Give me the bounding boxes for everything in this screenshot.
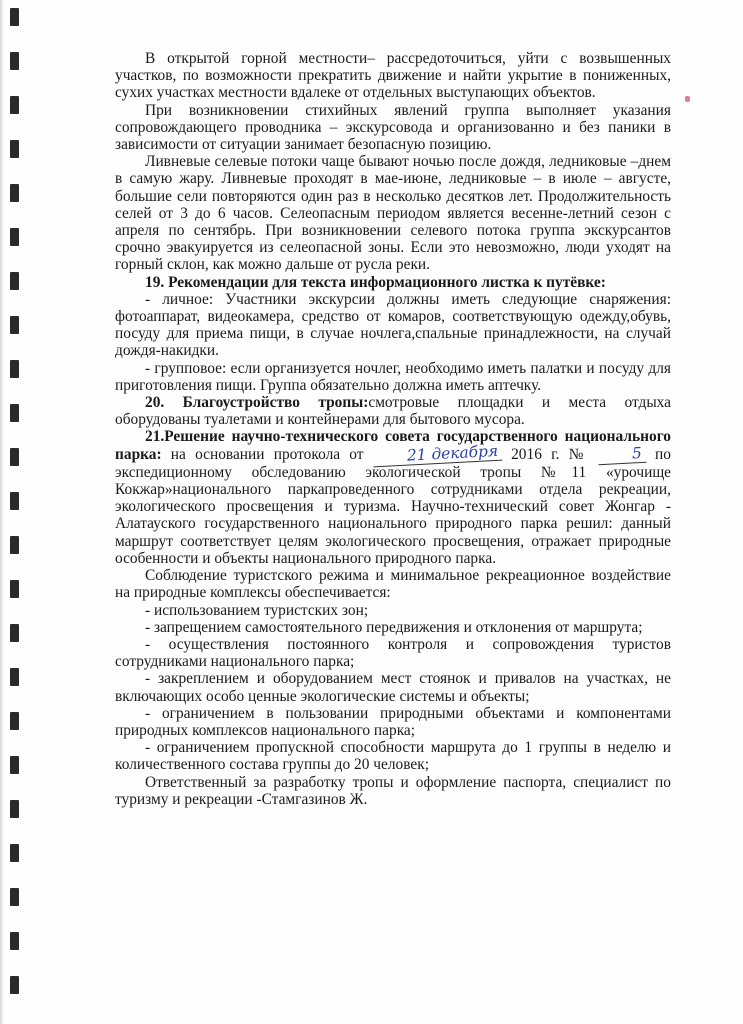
paragraph-text: 2016 г. № <box>511 445 589 463</box>
binding-hole <box>10 360 19 378</box>
binding-hole <box>10 844 19 862</box>
binding-hole <box>10 492 19 510</box>
handwritten-date: 21 декабря <box>372 442 502 467</box>
section-heading: 20. Благоустройство тропы: <box>145 394 369 412</box>
binding-hole <box>10 316 19 334</box>
section-heading: 19. Рекомендации для текста информационного листка к путёвке: <box>145 273 606 291</box>
binding-hole <box>10 536 19 554</box>
binding-hole <box>10 96 19 114</box>
paragraph: Ответственный за разработку тропы и оформление паспорта, специалист по туризму и рекреации -Стамгазинов Ж. <box>115 773 671 808</box>
binding-hole <box>10 668 19 686</box>
paragraph-text: смотровые площадки и места отдыха оборудованы туалетами и контейнерами для бытового мусора. <box>115 394 672 429</box>
binding-hole <box>10 448 19 466</box>
binding-hole <box>10 8 19 26</box>
paragraph: - групповое: если организуется ночлег, необходимо иметь палатки и посуду для приготовления пищи. Группа обязательно должна иметь аптечку. <box>115 359 671 394</box>
spiral-binding <box>6 0 30 1024</box>
binding-hole <box>10 228 19 246</box>
paragraph: - личное: Участники экскурсии должны иметь следующие снаряжения: фотоаппарат, видеокамера, средство от комаров, соответствующую одежду,обувь, посуду для приема пищи, в случае ночлега,спальные принадлежности, на случай дождя-накидки. <box>115 290 671 360</box>
list-item: - ограничением пропускной способности маршрута до 1 группы в неделю и количественного состава группы до 20 человек; <box>115 739 671 774</box>
paragraph: При возникновении стихийных явлений группа выполняет указания сопровождающего проводника – экскурсовода и организованно и без паники в зависимости от ситуации занимает безопасную позицию. <box>115 101 671 154</box>
list-item: - использованием туристских зон; <box>145 601 369 619</box>
binding-hole <box>10 712 19 730</box>
binding-hole <box>10 932 19 950</box>
section-heading: 21.Решение научно-технического совета государственного национального парка: <box>115 428 671 463</box>
binding-hole <box>10 272 19 290</box>
page-edge-shadow <box>0 0 4 1024</box>
paragraph <box>115 394 671 428</box>
binding-hole <box>10 404 19 422</box>
paragraph: Соблюдение туристского режима и минимальное рекреационное воздействие на природные комплексы обеспечивается: <box>115 567 671 602</box>
binding-hole <box>10 800 19 818</box>
paragraph: В открытой горной местности– рассредоточиться, уйти с возвышенных участков, по возможности прекратить движение и найти укрытие в пониженных, сухих участках местности вдалеке от отдельных выступающих объектов. <box>115 50 671 102</box>
binding-hole <box>10 140 19 158</box>
decision-paragraph <box>115 428 671 567</box>
ink-mark <box>685 96 690 102</box>
list-item: - запрещением самостоятельного передвижения и отклонения от маршрута; <box>145 618 643 636</box>
binding-hole <box>10 888 19 906</box>
binding-hole <box>10 756 19 774</box>
binding-hole <box>10 184 19 202</box>
paragraph-text: на основании протокола от <box>161 445 364 463</box>
list-item: - осуществления постоянного контроля и сопровождения туристов сотрудниками национального парка; <box>115 635 671 671</box>
list-item: - закреплением и оборудованием мест стоянок и привалов на участках, не включающих особо ценные экологические системы и объекты; <box>115 670 671 705</box>
paragraph: Ливневые селевые потоки чаще бывают ночью после дождя, ледниковые –днем в самую жару. Ливневые проходят в мае-июне, ледниковые – в июле – августе, большие сели повторяются один раз в несколько десятков лет. Продолжительность селей от 3 до 6 часов. Селеопасным периодом является весенне-летний сезон с апреля по сентябрь. При возникновении селевого потока группа экскурсантов срочно эвакуируется из селеопасной зоны. Если это невозможно, люди уходят на горный склон, как можно дальше от русла реки. <box>115 153 671 274</box>
binding-hole <box>10 624 19 642</box>
list-item: - ограничением в пользовании природными объектами и компонентами природных комплексов национального парка; <box>115 704 671 739</box>
paragraph-text: по экспедиционному обследованию экологической тропы №11 «урочище Кокжар»национального паркапроведенного сотрудниками отдела рекреации, экологического просвещения и туризма. Научно-технический совет Жонгар - Алатауского государственного национального природного парка решил: данный маршрут соответствует целям экологического просвещения, отражает природные особенности и объекты национального природного парка. <box>115 445 671 567</box>
binding-hole <box>10 976 19 994</box>
binding-hole <box>10 52 19 70</box>
binding-hole <box>10 580 19 598</box>
handwritten-number: 5 <box>598 444 647 465</box>
document-body <box>115 50 671 808</box>
